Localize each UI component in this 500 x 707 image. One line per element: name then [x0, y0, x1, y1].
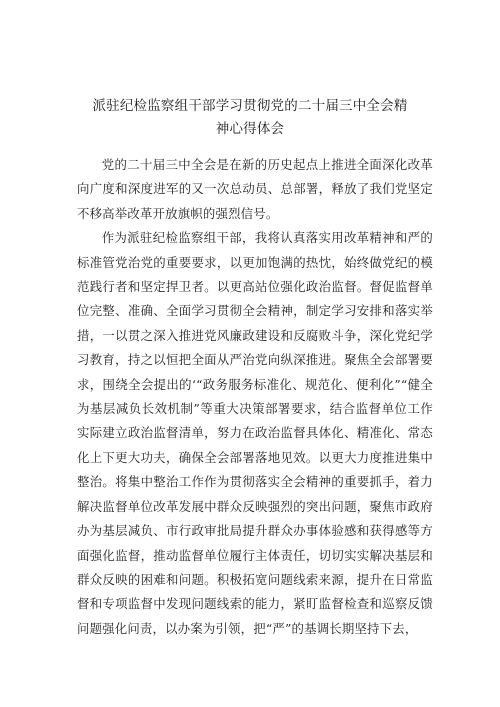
paragraph-1: 党的二十届三中全会是在新的历史起点上推进全面深化改革向广度和深度进军的又一次总动员、总部署，释放了我们党坚定不移高举改革开放旗帜的强烈信号。 [77, 157, 433, 221]
document-body [77, 153, 433, 641]
document-title-line-2: 神心得体会 [215, 121, 285, 137]
paragraph-2: 作为派驻纪检监察组干部，我将认真落实用改革精神和严的标准管党治党的重要要求，以更加饱满的热忱，始终做党纪的模范践行者和坚定捍卫者。以更高站位强化政治监督。督促监督单位完整、准确、全面学习贯彻全会精神，制定学习安排和落实举措，一以贯之深入推进党风廉政建设和反腐败斗争，深化党纪学习教育，持之以恒把全面从严治党向纵深推进。聚焦全会部署要求，围绕全会提出的‘“政务服务标准化、规范化、便利化”“健全为基层减负长效机制”等重大决策部署要求，结合监督单位工作实际建立政治监督清单，努力在政治监督具体化、精准化、常态化上下更大功夫，确保全会部署落地见效。以更大力度推进集中整治。将集中整治工作作为贯彻落实全会精神的重要抓手，着力解决监督单位改革发展中群众反映强烈的突出问题，聚焦市政府办为基层减负、市行政审批局提升群众办事体验感和获得感等方面强化监督，推动监督单位履行主体责任，切切实实解决基层和群众反映的困难和问题。积极拓宽问题线索来源，提升在日常监督和专项监督中发现问题线索的能力，紧盯监督检查和巡察反馈问题强化问责，以办案为引领，把“严”的基调长期坚持下去， [77, 230, 433, 636]
document-title-line-1: 派驻纪检监察组干部学习贯彻党的二十届三中全会精 [92, 98, 408, 114]
